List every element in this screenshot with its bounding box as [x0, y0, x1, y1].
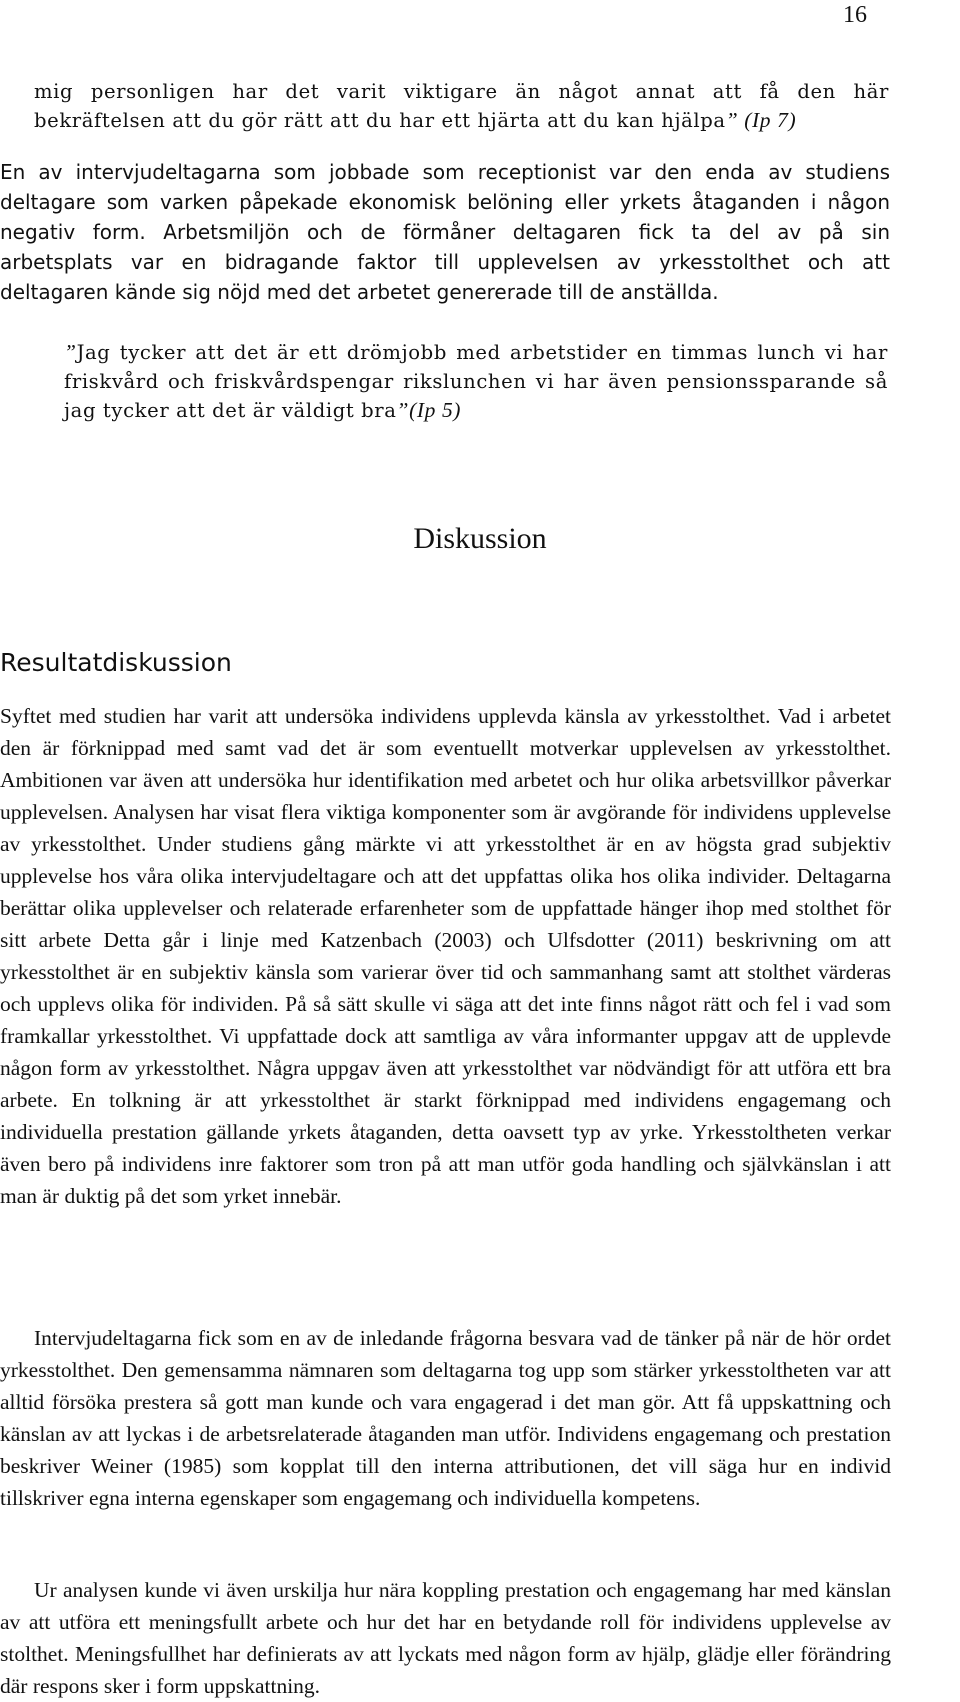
quote-block-mid [64, 338, 888, 425]
paragraph-line: deltagare som varken påpekade ekonomisk belöning eller yrkets åtaganden i någon [0, 190, 890, 214]
quote-opening-mark: ” [64, 340, 77, 364]
body-paragraph-3 [0, 1574, 891, 1702]
page-number: 16 [843, 2, 867, 28]
body-paragraph-1: Syftet med studien har varit att undersöka individens upplevda känsla av yrkesstolthet. Vad i arbetet den är förknippad med samt vad det är som eventuellt motverkar upplevelsen av yrkesstolthet. Ambitionen var även att undersöka hur identifikation med arbetet och hur olika arbetsvillkor påverkar upplevelsen. Analysen har visat flera viktiga komponenter som är avgörande för individens upplevelse av yrkesstolthet. Under studiens gång märkte vi att yrkesstolthet är en av högsta grad subjektiv upplevelse hos våra olika intervjudeltagare och att det uppfattas olika hos olika individer. Deltagarna berättar olika upplevelser och relaterade erfarenheter som de uppfattade hänger ihop med stolthet för sitt arbete Detta går i linje med Katzenbach (2003) och Ulfsdotter (2011) beskrivning om att yrkesstolthet är en subjektiv känsla som varierar över tid och sammanhang samt att stolthet värderas och upplevs olika för individen. På så sätt skulle vi säga att det inte finns något rätt och fel i vad som framkallar yrkesstolthet. Vi uppfattade dock att samtliga av våra informanter uppgav att de upplevde någon form av yrkesstolthet. Några uppgav även att yrkesstolthet var nödvändigt för att utföra ett bra arbete. En tolkning är att yrkesstolthet är starkt förknippad med individens engagemang och individuella prestation gällande yrkets åtaganden, detta oavsett typ av yrke. Yrkesstoltheten verkar även bero på individens inre faktorer som tron på att man utför goda handling och självkänslan i att man är duktig på det som yrket innebär. [0, 704, 891, 1208]
quote-text: mig personligen har det varit viktigare än något annat att få den här bekräftelsen att du gör rätt att du har ett hjärta att du kan hjälpa [34, 80, 889, 132]
paragraph-receptionist [0, 157, 890, 307]
subsection-heading-result-discussion: Resultatdiskussion [0, 648, 232, 677]
quote-closing-mark: ” [725, 108, 739, 132]
quote-citation: (Ip 5) [409, 398, 462, 422]
section-heading-discussion: Diskussion [413, 522, 547, 555]
body-paragraph-2-text: Intervjudeltagarna fick som en av de inledande frågorna besvara vad de tänker på när de hör ordet yrkesstolthet. Den gemensamma nämnaren som deltagarna tog upp som stärker yrkesstoltheten var att alltid försöka prestera så gott man kunde och vara engagerad i det man gör. Att få uppskattning och känslan av att lyckas i de arbetsrelaterade åtaganden man utför. Individens engagemang och prestation beskriver Weiner (1985) som kopplat till den interna attributionen, det vill säga hur en individ tillskriver egna interna egenskaper som engagemang och individuella kompetens. [0, 1326, 891, 1510]
paragraph-line: arbetsplats var en bidragande faktor till upplevelsen av yrkesstolthet och att [0, 250, 890, 274]
quote-block-top [34, 77, 889, 135]
quote-closing-mark: ” [396, 398, 410, 422]
paragraph-line: negativ form. Arbetsmiljön och de förmåner deltagaren fick ta del av på sin [0, 220, 890, 244]
body-paragraph-2 [0, 1322, 891, 1514]
paragraph-line: En av intervjudeltagarna som jobbade som receptionist var den enda av studiens [0, 160, 890, 184]
quote-citation: (Ip 7) [744, 108, 797, 132]
paragraph-line: deltagaren kände sig nöjd med det arbetet genererade till de anställda. [0, 280, 719, 304]
body-paragraph-3-text: Ur analysen kunde vi även urskilja hur nära koppling prestation och engagemang har med känslan av att utföra ett meningsfullt arbete och hur det har en betydande roll för individens upplevelse av stolthet. Meningsfullhet har definierats av att lyckats med någon form av hjälp, glädje eller förändring där respons sker i form uppskattning. [0, 1578, 891, 1698]
quote-text: Jag tycker att det är ett drömjobb med arbetstider en timmas lunch vi har friskvård och friskvårdspengar rikslunchen vi har även pensionssparande så jag tycker att det är väldigt bra [64, 341, 888, 422]
